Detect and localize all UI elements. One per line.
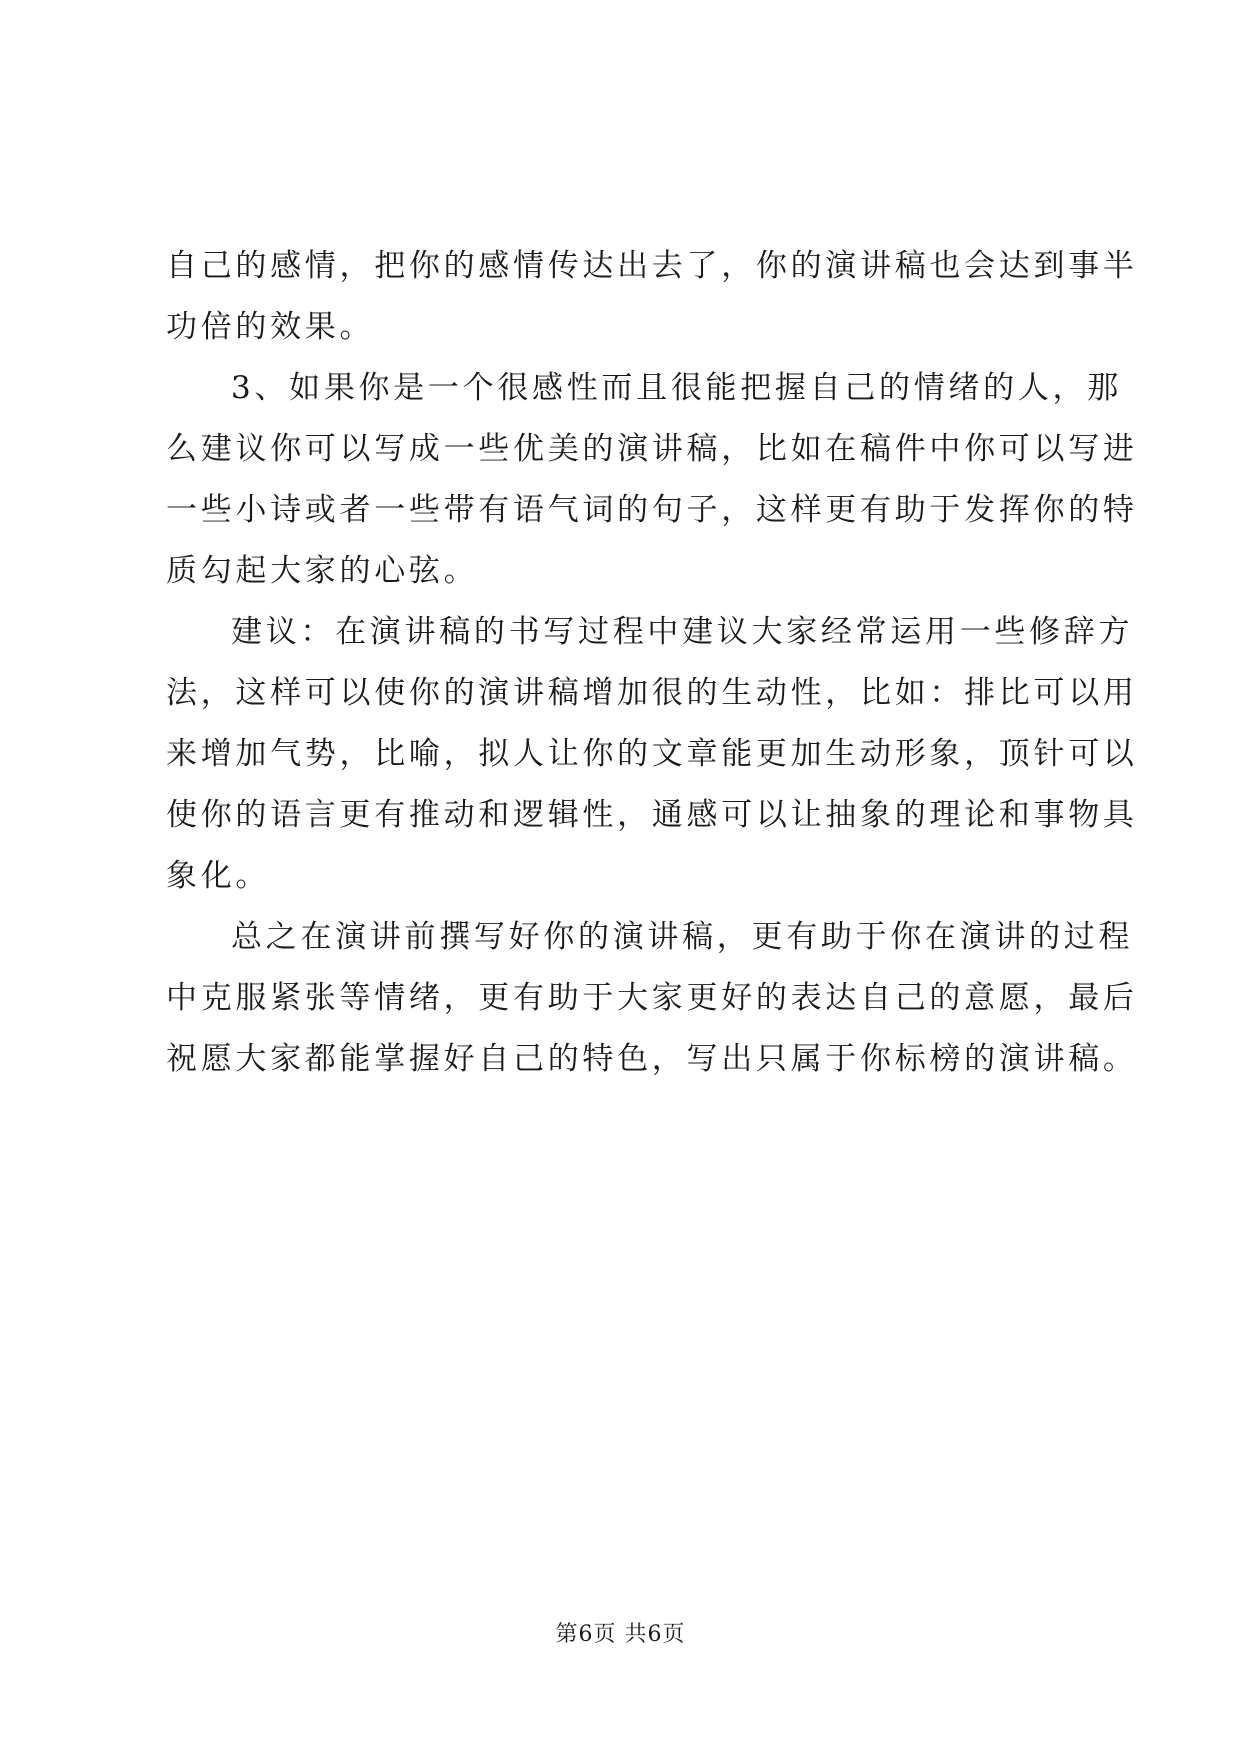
text-line: 质勾起大家的心弦。 (166, 553, 479, 589)
paragraph-start-line: 建议：在演讲稿的书写过程中建议大家经常运用一些修辞方 (231, 614, 1134, 650)
paragraph-start-line: 3、如果你是一个很感性而且很能把握自己的情绪的人，那 (231, 370, 1122, 406)
text-line: 法，这样可以使你的演讲稿增加很的生动性，比如：排比可以用 (166, 675, 1138, 711)
text-line: 一些小诗或者一些带有语气词的句子，这样更有助于发挥你的特 (166, 492, 1138, 528)
text-line: 来增加气势，比喻，拟人让你的文章能更加生动形象，顶针可以 (166, 736, 1138, 772)
document-body (166, 236, 1138, 1090)
text-line: 中克服紧张等情绪，更有助于大家更好的表达自己的意愿，最后 (166, 980, 1138, 1016)
text-line: 功倍的效果。 (166, 309, 375, 345)
text-line: 自己的感情，把你的感情传达出去了，你的演讲稿也会达到事半 (166, 248, 1138, 284)
text-line: 么建议你可以写成一些优美的演讲稿，比如在稿件中你可以写进 (166, 431, 1138, 467)
page-number-footer: 第6页 共6页 (555, 1622, 686, 1647)
paragraph-start-line: 总之在演讲前撰写好你的演讲稿，更有助于你在演讲的过程 (231, 919, 1134, 955)
text-line: 使你的语言更有推动和逻辑性，通感可以让抽象的理论和事物具 (166, 797, 1138, 833)
text-line: 象化。 (166, 858, 271, 894)
text-line: 祝愿大家都能掌握好自己的特色，写出只属于你标榜的演讲稿。 (166, 1041, 1138, 1077)
